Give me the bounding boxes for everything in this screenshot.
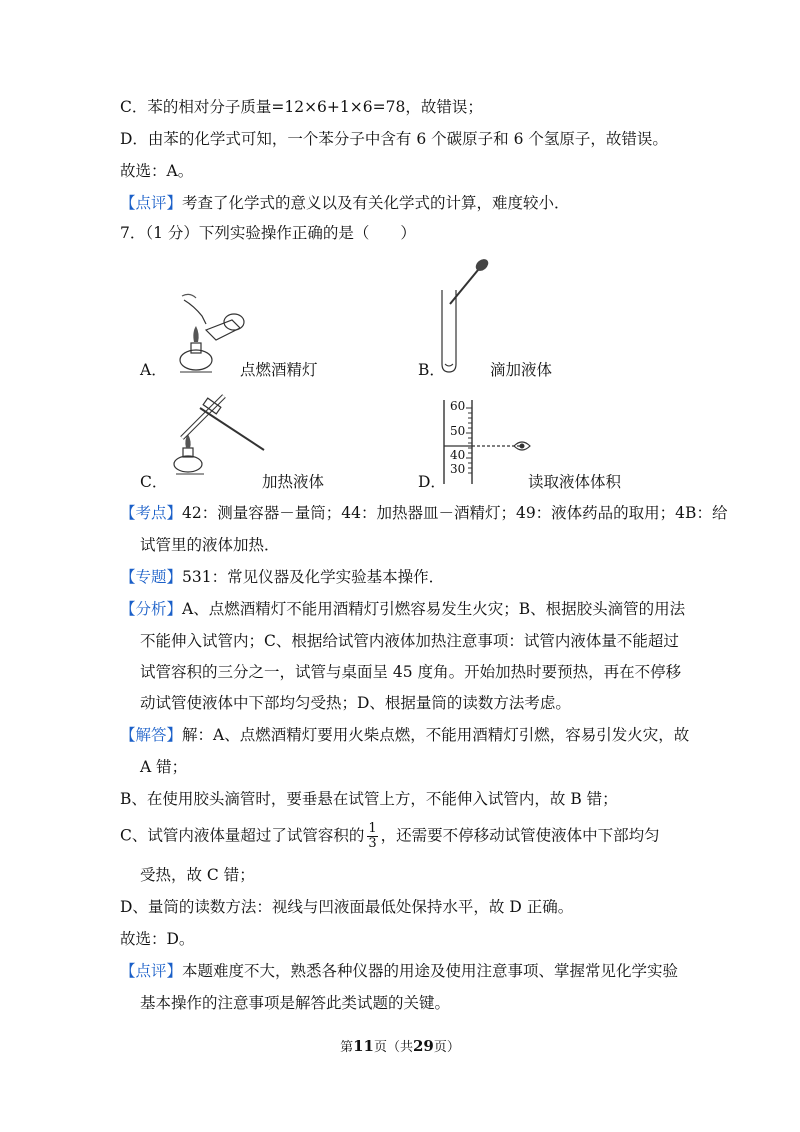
zhuanti-tag: 【专题】 <box>120 568 183 586</box>
option-c-label: 加热液体 <box>262 473 325 491</box>
option-a-letter: A． <box>140 361 167 379</box>
jieda-text-1: 解：A、点燃酒精灯要用火柴点燃，不能用酒精灯引燃，容易引发火灾，故 <box>182 726 690 744</box>
jieda-line-3: B、在使用胶头滴管时，要垂悬在试管上方，不能伸入试管内，故 B 错； <box>120 790 618 808</box>
kaodian-line-1 <box>120 502 727 524</box>
fenxi-line-3: 试管容积的三分之一，试管与桌面呈 45 度角。开始加热时要预热，再在不停移 <box>140 663 682 681</box>
cylinder-tick-60: 60 <box>450 399 466 413</box>
figure-c-heating <box>168 388 268 478</box>
dianping-line-1 <box>120 960 678 982</box>
fenxi-line-2: 不能伸入试管内；C、根据给试管内液体加热注意事项：试管内液体量不能超过 <box>140 632 679 650</box>
kaodian-line-2: 试管里的液体加热． <box>140 536 280 554</box>
dianping-tag: 【点评】 <box>120 962 183 980</box>
page-number: 11 <box>353 1037 374 1055</box>
text-line-d: D．由苯的化学式可知，一个苯分子中含有 6 个碳原子和 6 个氢原子，故错误。 <box>120 130 668 148</box>
text-line-answer: 故选：A。 <box>120 162 194 180</box>
fraction-numerator: 1 <box>368 821 377 836</box>
zhuanti-text: 531：常见仪器及化学实验基本操作． <box>182 568 445 586</box>
cylinder-tick-50: 50 <box>450 424 466 438</box>
kaodian-tag: 【考点】 <box>120 504 183 522</box>
option-d-letter: D． <box>418 473 446 491</box>
text-line-c: C．苯的相对分子质量=12×6+1×6=78，故错误； <box>120 98 483 116</box>
dianping-line-2: 基本操作的注意事项是解答此类试题的关键。 <box>140 994 451 1012</box>
zhuanti-line <box>120 566 444 588</box>
cylinder-tick-30: 30 <box>450 462 466 476</box>
total-pages: 29 <box>413 1037 434 1055</box>
option-b-letter: B． <box>418 361 445 379</box>
jieda-line-1 <box>120 724 689 746</box>
question-7: 7．（1 分）下列实验操作正确的是（ ） <box>120 224 416 242</box>
figure-b-dropper <box>438 256 498 376</box>
footer-mid: 页（共 <box>373 1040 413 1055</box>
dianping-text-1: 本题难度不大，熟悉各种仪器的用途及使用注意事项、掌握常见化学实验 <box>182 962 679 980</box>
page-footer <box>0 1036 800 1055</box>
fenxi-line-4: 动试管使液体中下部均匀受热；D、根据量筒的读数方法考虑。 <box>140 694 571 712</box>
jieda-tag: 【解答】 <box>120 726 183 744</box>
footer-pre: 第 <box>340 1040 354 1055</box>
jieda-line-2: A 错； <box>140 758 188 776</box>
fraction-denominator: 3 <box>368 836 377 851</box>
footer-post: 页） <box>433 1040 460 1055</box>
jieda-text-4b: ，还需要不停移动试管使液体中下部均匀 <box>380 826 660 845</box>
jieda-line-6: D、量筒的读数方法：视线与凹液面最低处保持水平，故 D 正确。 <box>120 898 574 916</box>
fenxi-line-1 <box>120 598 685 620</box>
comment-text: 考查了化学式的意义以及有关化学式的计算，难度较小． <box>182 194 570 212</box>
option-b-label: 滴加液体 <box>490 361 553 379</box>
fenxi-text-1: A、点燃酒精灯不能用酒精灯引燃容易发生火灾；B、根据胶头滴管的用法 <box>182 600 686 618</box>
jieda-line-7: 故选：D。 <box>120 930 195 948</box>
fenxi-tag: 【分析】 <box>120 600 183 618</box>
comment-tag: 【点评】 <box>120 194 183 212</box>
comment-line <box>120 192 570 214</box>
kaodian-text-1: 42：测量容器－量筒；44：加热器皿－酒精灯；49：液体药品的取用；4B：给 <box>182 504 728 522</box>
fraction-one-third <box>367 822 377 851</box>
jieda-line-5: 受热，故 C 错； <box>140 866 255 884</box>
option-d-label: 读取液体体积 <box>528 473 622 491</box>
option-c-letter: C． <box>140 473 168 491</box>
jieda-text-4a: C、试管内液体量超过了试管容积的 <box>120 826 365 845</box>
jieda-line-4 <box>120 822 660 851</box>
cylinder-tick-40: 40 <box>450 448 466 462</box>
option-a-label: 点燃酒精灯 <box>240 361 318 379</box>
